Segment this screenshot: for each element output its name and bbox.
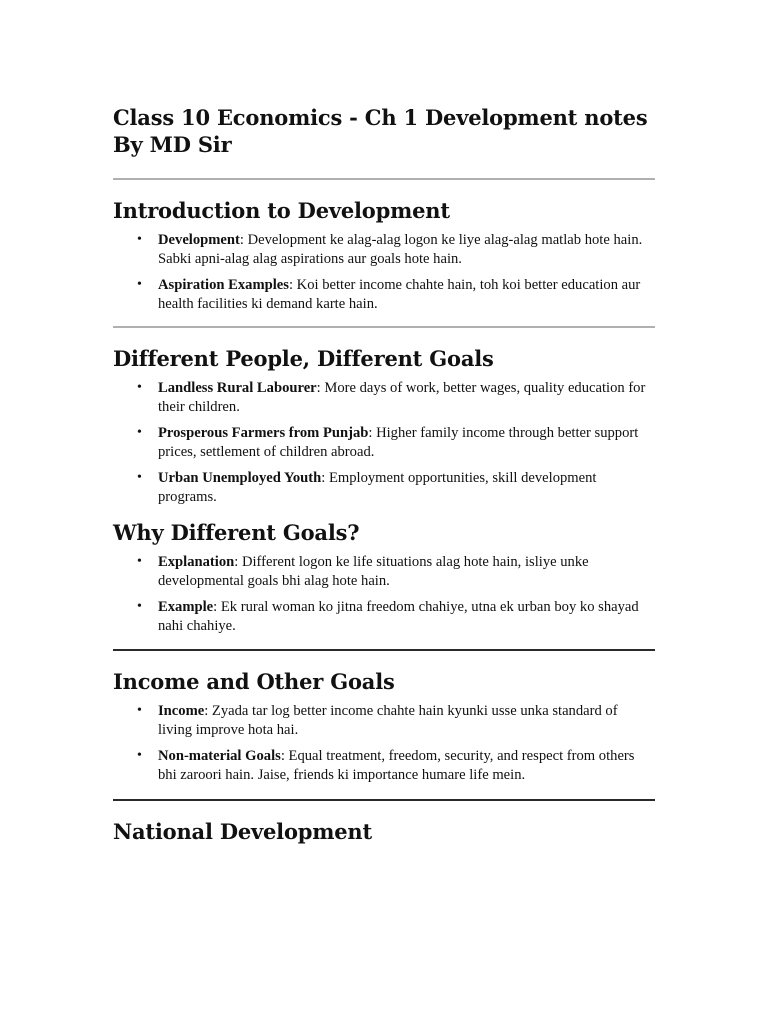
section-list-introduction xyxy=(113,231,655,313)
section-heading-why-different-goals: Why Different Goals? xyxy=(113,520,360,545)
item-text: : Zyada tar log better income chahte hain kyunki usse unka standard of living improve hota hai. xyxy=(158,703,618,738)
divider xyxy=(113,799,655,801)
bullet-icon: • xyxy=(137,425,142,440)
item-term: Example xyxy=(158,599,214,615)
page-title: Class 10 Economics - Ch 1 Development notes By MD Sir xyxy=(113,105,648,157)
list-item xyxy=(137,747,655,784)
item-text: : Employment opportunities, skill development programs. xyxy=(158,470,597,505)
section-heading-introduction: Introduction to Development xyxy=(113,198,450,223)
item-term: Aspiration Examples xyxy=(158,277,289,293)
list-item xyxy=(137,379,655,416)
bullet-icon: • xyxy=(137,703,142,718)
item-term: Non-material Goals xyxy=(158,748,281,764)
list-item xyxy=(137,702,655,739)
bullet-icon: • xyxy=(137,599,142,614)
section-list-different-people xyxy=(113,379,655,506)
section-list-income-and-other-goals xyxy=(113,702,655,784)
item-text: : Koi better income chahte hain, toh koi better education aur health facilities ki demand karte hain. xyxy=(158,277,641,312)
divider xyxy=(113,326,655,328)
section-heading-income-and-other-goals: Income and Other Goals xyxy=(113,669,395,694)
section-heading-different-people: Different People, Different Goals xyxy=(113,346,494,371)
item-text: : Different logon ke life situations alag hote hain, isliye unke developmental goals bhi alag hote hain. xyxy=(158,554,589,589)
list-item xyxy=(137,598,655,635)
bullet-icon: • xyxy=(137,470,142,485)
bullet-icon: • xyxy=(137,380,142,395)
list-item xyxy=(137,469,655,506)
document-content xyxy=(113,104,655,852)
item-text: : Higher family income through better support prices, settlement of children abroad. xyxy=(158,425,639,460)
item-term: Explanation xyxy=(158,554,235,570)
list-item xyxy=(137,276,655,313)
section-list-why-different-goals xyxy=(113,553,655,635)
item-text: : More days of work, better wages, quality education for their children. xyxy=(158,380,646,415)
bullet-icon: • xyxy=(137,554,142,569)
bullet-icon: • xyxy=(137,748,142,763)
item-term: Prosperous Farmers from Punjab xyxy=(158,425,369,441)
item-term: Landless Rural Labourer xyxy=(158,380,317,396)
item-text: : Development ke alag-alag logon ke liye alag-alag matlab hote hain. Sabki apni-alag alag aspirations aur goals hote hain. xyxy=(158,232,643,267)
item-text: : Equal treatment, freedom, security, and respect from others bhi zaroori hain. Jaise, friends ki importance humare life mein. xyxy=(158,748,635,783)
list-item xyxy=(137,553,655,590)
divider xyxy=(113,178,655,180)
bullet-icon: • xyxy=(137,232,142,247)
section-heading-national-development: National Development xyxy=(113,819,373,844)
divider xyxy=(113,649,655,651)
list-item xyxy=(137,424,655,461)
list-item xyxy=(137,231,655,268)
item-text: : Ek rural woman ko jitna freedom chahiye, utna ek urban boy ko shayad nahi chahiye. xyxy=(158,599,639,634)
item-term: Urban Unemployed Youth xyxy=(158,470,322,486)
item-term: Income xyxy=(158,703,205,719)
item-term: Development xyxy=(158,232,240,248)
bullet-icon: • xyxy=(137,277,142,292)
